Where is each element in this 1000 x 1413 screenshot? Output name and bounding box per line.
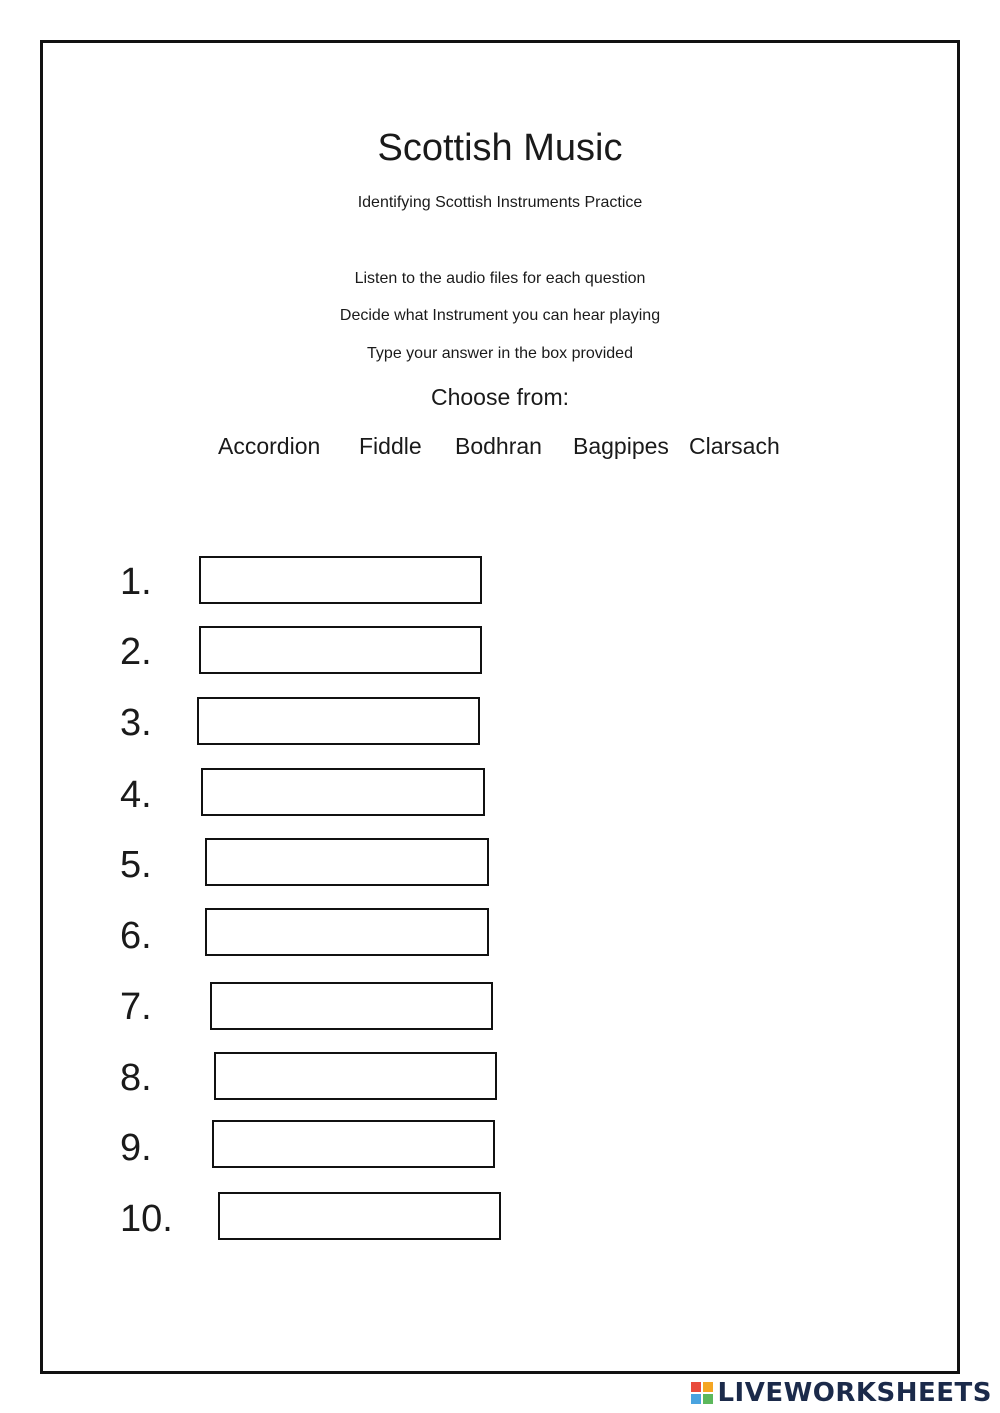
instruction-listen: Listen to the audio files for each question [354, 270, 646, 287]
answer-box-8[interactable] [214, 1052, 497, 1100]
question-number-6: 6. [120, 915, 152, 957]
choice-accordion: Accordion [218, 433, 321, 459]
answer-box-10[interactable] [218, 1192, 501, 1240]
liveworksheets-logo [691, 1378, 992, 1408]
answer-box-6[interactable] [205, 908, 489, 956]
liveworksheets-logo-icon [691, 1382, 713, 1404]
worksheet-border [40, 40, 960, 1374]
question-number-1: 1. [120, 561, 152, 603]
question-number-2: 2. [120, 631, 152, 673]
page-subtitle: Identifying Scottish Instruments Practice [357, 194, 643, 211]
answer-box-4[interactable] [201, 768, 485, 816]
answer-box-7[interactable] [210, 982, 493, 1030]
question-number-5: 5. [120, 844, 152, 886]
answer-box-3[interactable] [197, 697, 480, 745]
question-number-7: 7. [120, 986, 152, 1028]
question-number-3: 3. [120, 702, 152, 744]
choose-from-label: Choose from: [430, 384, 570, 410]
answer-box-1[interactable] [199, 556, 482, 604]
question-number-10: 10. [120, 1198, 173, 1240]
liveworksheets-brand: LIVEWORKSHEETS [717, 1378, 992, 1408]
answer-box-5[interactable] [205, 838, 489, 886]
question-number-4: 4. [120, 774, 152, 816]
question-number-8: 8. [120, 1057, 152, 1099]
answer-box-9[interactable] [212, 1120, 495, 1168]
instruction-type: Type your answer in the box provided [367, 345, 633, 362]
page-title: Scottish Music [377, 127, 623, 169]
question-number-9: 9. [120, 1127, 152, 1169]
choice-clarsach: Clarsach [689, 433, 780, 459]
choice-fiddle: Fiddle [359, 433, 422, 459]
choice-bagpipes: Bagpipes [573, 433, 669, 459]
choice-bodhran: Bodhran [455, 433, 542, 459]
answer-box-2[interactable] [199, 626, 482, 674]
instruction-decide: Decide what Instrument you can hear playing [339, 307, 661, 324]
